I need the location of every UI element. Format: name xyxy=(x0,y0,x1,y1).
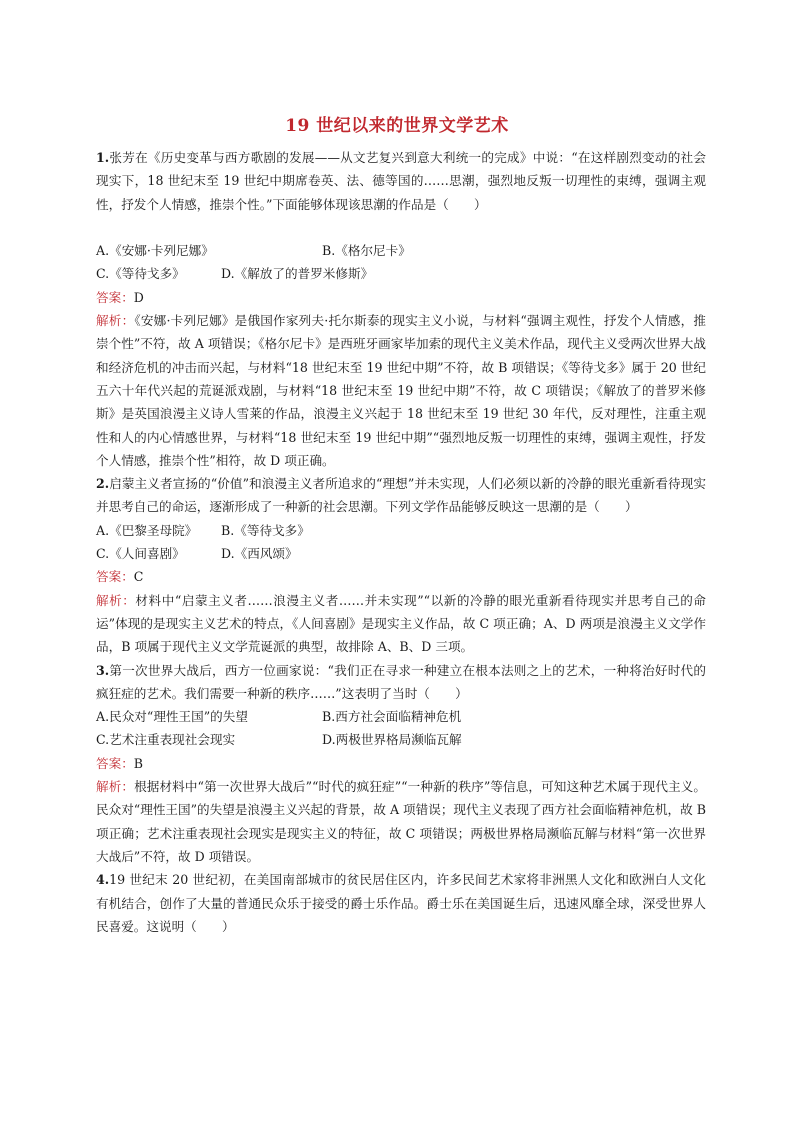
option-c: C.艺术注重表现社会现实 xyxy=(96,732,236,748)
question-3 xyxy=(96,659,706,869)
question-text: 19 世纪末 20 世纪初，在美国南部城市的贫民居住区内，许多民间艺术家将非洲黑人文化和欧洲白人文化有机结合，创作了大量的普通民众乐于接受的爵士乐作品。爵士乐在美国诞生后，迅速风靡全球，深受世界人民喜爱。这说明（ ） xyxy=(96,872,706,934)
question-text: 第一次世界大战后，西方一位画家说：“我们正在寻求一种建立在根本法则之上的艺术，一种将治好时代的疯狂症的艺术。我们需要一种新的秩序……”这表明了当时（ ） xyxy=(96,662,706,701)
answer-value: C xyxy=(133,569,144,585)
question-2 xyxy=(96,472,706,658)
explanation-label: 解析： xyxy=(96,592,136,608)
option-row xyxy=(96,542,706,565)
option-a: A.《安娜·卡列尼娜》 xyxy=(96,243,214,259)
question-stem xyxy=(96,659,706,706)
explanation-label: 解析： xyxy=(96,313,135,329)
option-row xyxy=(96,705,706,728)
option-c: C.《等待戈多》 xyxy=(96,266,185,282)
answer-value: D xyxy=(133,289,144,305)
question-4 xyxy=(96,868,706,938)
question-stem xyxy=(96,868,706,938)
answer-line xyxy=(96,286,706,309)
question-1 xyxy=(96,146,706,472)
page-title: 19 世纪以来的世界文学艺术 xyxy=(285,116,509,136)
option-b: B.《等待戈多》 xyxy=(221,522,310,538)
answer-line xyxy=(96,565,706,588)
option-a: A.民众对“理性王国”的失望 xyxy=(96,709,248,725)
question-stem xyxy=(96,472,706,519)
option-b: B.《格尔尼卡》 xyxy=(322,243,411,259)
question-stem xyxy=(96,146,706,216)
question-number: 3. xyxy=(96,662,110,678)
answer-label: 答案： xyxy=(96,289,134,305)
answer-value: B xyxy=(133,755,144,771)
question-text: 张芳在《历史变革与西方歌剧的发展——从文艺复兴到意大利统一的完成》中说：“在这样剧烈变动的社会现实下，18 世纪末至 19 世纪中期席卷英、法、德等国的……思潮，强烈地反叛一切理性的束缚，强调主观性，抒发个人情感，推崇个性。”下面能够体现该思潮的作品是（ ） xyxy=(96,150,706,212)
option-row xyxy=(96,728,706,751)
explanation-text: 根据材料中“第一次世界大战后”“时代的疯狂症”“一种新的秩序”等信息，可知这种艺术属于现代主义。民众对“理性王国”的失望是浪漫主义兴起的背景，故 A 项错误；现代主义表现了西方社会面临精神危机，故 B 项正确；艺术注重表现社会现实是现实主义的特征，故 C 项错误；两极世界格局濒临瓦解与材料“第一次世界大战后”不符，故 D 项错误。 xyxy=(96,779,706,864)
spacer xyxy=(96,216,706,239)
question-number: 2. xyxy=(96,476,110,492)
option-d: D.《解放了的普罗米修斯》 xyxy=(221,266,374,282)
option-row xyxy=(96,519,706,542)
option-row xyxy=(96,239,706,262)
option-row xyxy=(96,262,706,285)
question-list xyxy=(96,146,706,938)
option-a: A.《巴黎圣母院》 xyxy=(96,522,198,538)
option-d: D.两极世界格局濒临瓦解 xyxy=(322,732,462,748)
explanation xyxy=(96,589,706,659)
explanation-text: 材料中“启蒙主义者……浪漫主义者……并未实现”“以新的冷静的眼光重新看待现实并思考自己的命运”体现的是现实主义艺术的特点，《人间喜剧》是现实主义作品，故 C 项正确；A、D 两项是浪漫主义文学作品，B 项属于现代主义文学荒诞派的典型，故排除 A、B、D 三项。 xyxy=(96,592,706,655)
question-number: 4. xyxy=(96,872,110,888)
question-text: 启蒙主义者宣扬的“价值”和浪漫主义者所追求的“理想”并未实现，人们必须以新的冷静的眼光重新看待现实并思考自己的命运，逐渐形成了一种新的社会思潮。下列文学作品能够反映这一思潮的是（ ） xyxy=(96,476,706,515)
question-number: 1. xyxy=(96,150,110,165)
answer-label: 答案： xyxy=(96,755,134,771)
explanation xyxy=(96,775,706,868)
explanation-label: 解析： xyxy=(96,779,135,795)
answer-label: 答案： xyxy=(96,569,134,585)
explanation-text: 《安娜·卡列尼娜》是俄国作家列夫·托尔斯泰的现实主义小说，与材料“强调主观性，抒发个人情感，推崇个性”不符，故 A 项错误；《格尔尼卡》是西班牙画家毕加索的现代主义美术作品，现代主义受两次世界大战和经济危机的冲击而兴起，与材料“18 世纪末至 19 世纪中期”不符，故 B 项错误；《等待戈多》属于 20 世纪五六十年代兴起的荒诞派戏剧，与材料“18 世纪末至 19 世纪中期”不符，故 C 项错误；《解放了的普罗米修斯》是英国浪漫主义诗人雪莱的作品，浪漫主义兴起于 18 世纪末至 19 世纪 30 年代，反对理性，注重主观性和人的内心情感世界，与材料“18 世纪末至 19 世纪中期”“强烈地反叛一切理性的束缚，强调主观性，抒发个人情感，推崇个性”相符，故 D 项正确。 xyxy=(96,313,706,468)
option-d: D.《西风颂》 xyxy=(221,546,298,562)
explanation xyxy=(96,309,706,472)
answer-line xyxy=(96,752,706,775)
option-c: C.《人间喜剧》 xyxy=(96,546,185,562)
option-b: B.西方社会面临精神危机 xyxy=(322,709,462,725)
